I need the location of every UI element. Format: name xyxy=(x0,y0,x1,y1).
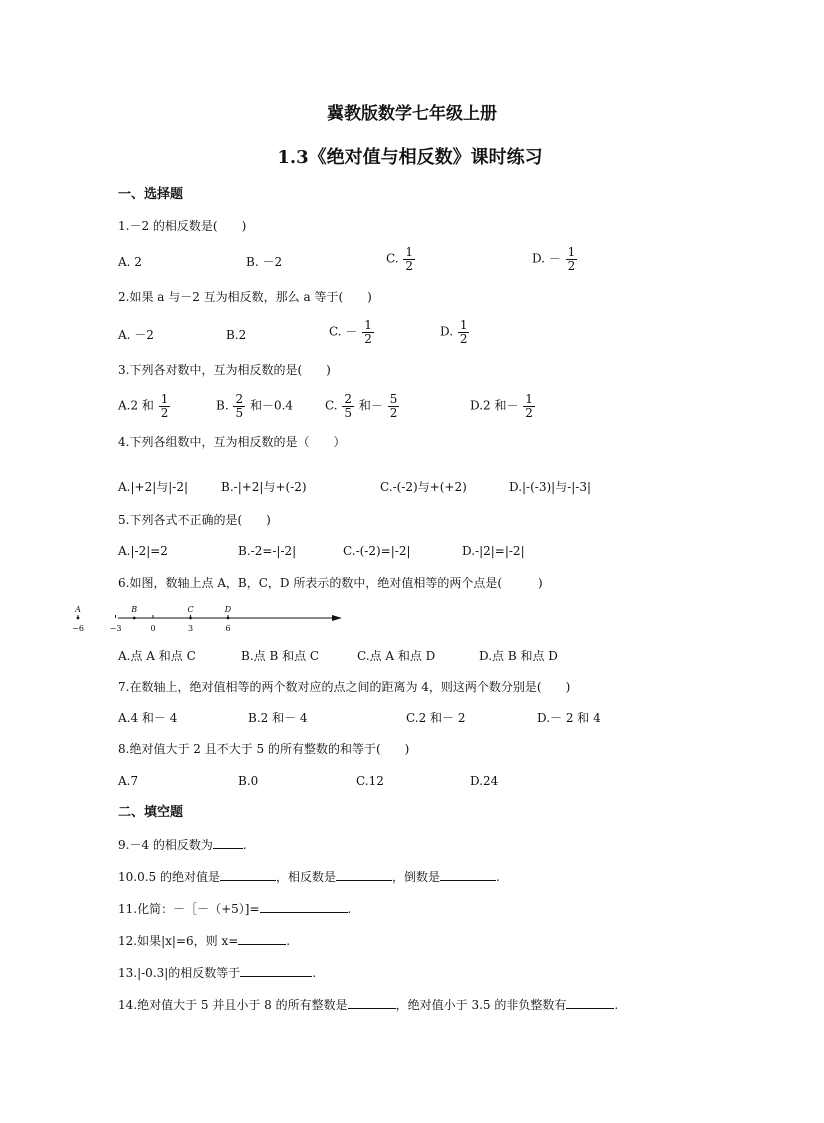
fraction xyxy=(566,246,578,272)
question-5-option-c: C.-(-2)=|-2| xyxy=(343,544,411,558)
question-8-option-a: A.7 xyxy=(118,774,139,788)
question-2-option-b: B.2 xyxy=(226,328,247,342)
option-label: D. － xyxy=(532,251,561,266)
number-line-point-a xyxy=(77,617,80,620)
number-line-point-label: D xyxy=(224,605,232,614)
question-4-option-a: A.|+2|与|-2| xyxy=(118,480,189,494)
question-text: 14.绝对值大于 5 并且小于 8 的所有整数是 xyxy=(118,998,348,1012)
fraction-numerator: 2 xyxy=(344,392,353,406)
page-subtitle: 1.3《绝对值与相反数》课时练习 xyxy=(277,147,543,168)
question-4-option-b: B.-|+2|与+(-2) xyxy=(221,480,307,494)
question-text: 10.0.5 的绝对值是 xyxy=(118,870,220,884)
question-6-option-b: B.点 B 和点 C xyxy=(241,649,320,663)
question-7-option-b: B.2 和－ 4 xyxy=(248,711,308,725)
number-line-point-c xyxy=(189,617,192,620)
fraction-denominator: 2 xyxy=(160,405,169,420)
question-11 xyxy=(118,902,351,915)
number-line-tick-label: 0 xyxy=(150,624,156,633)
question-8-option-b: B.0 xyxy=(238,774,259,788)
question-5-stem: 5.下列各式不正确的是( ) xyxy=(118,513,271,527)
question-10 xyxy=(118,870,500,883)
question-7-option-d: D.－ 2 和 4 xyxy=(537,711,601,725)
question-2-stem: 2.如果 a 与－2 互为相反数，那么 a 等于( ) xyxy=(118,290,372,304)
fraction-numerator: 1 xyxy=(160,392,169,406)
fraction-denominator: 5 xyxy=(235,405,244,420)
answer-blank[interactable] xyxy=(260,902,348,913)
number-line-arrow xyxy=(332,615,342,621)
question-3-option-b xyxy=(216,393,293,419)
fraction xyxy=(159,393,171,419)
fraction-numerator: 2 xyxy=(235,392,244,406)
fraction-denominator: 2 xyxy=(459,331,468,346)
answer-blank[interactable] xyxy=(213,838,243,849)
answer-blank[interactable] xyxy=(348,998,396,1009)
fraction-denominator: 2 xyxy=(389,405,398,420)
fraction xyxy=(233,393,245,419)
option-label: A.2 和 xyxy=(118,398,154,413)
question-5-option-a: A.|-2|=2 xyxy=(118,544,168,558)
question-1-option-b: B. －2 xyxy=(246,255,283,269)
fraction-denominator: 5 xyxy=(344,405,353,420)
question-1-option-d xyxy=(532,246,578,272)
question-7-option-a: A.4 和－ 4 xyxy=(118,711,178,725)
question-9 xyxy=(118,838,247,851)
fraction xyxy=(403,246,415,272)
fraction-numerator: 1 xyxy=(525,392,533,406)
number-line-point-b xyxy=(133,617,136,620)
option-label: C. xyxy=(386,251,399,266)
fraction-numerator: 1 xyxy=(567,245,576,259)
fraction xyxy=(523,393,535,419)
number-line-tick-label: 3 xyxy=(187,624,194,633)
question-text: . xyxy=(312,966,317,980)
question-2-option-a: A. －2 xyxy=(118,328,154,342)
number-line xyxy=(72,604,342,634)
question-13 xyxy=(118,966,316,979)
question-7-stem: 7.在数轴上，绝对值相等的两个数对应的点之间的距离为 4，则这两个数分别是( ) xyxy=(118,680,571,694)
fraction-denominator: 2 xyxy=(364,331,372,346)
fraction-denominator: 2 xyxy=(405,258,414,273)
question-text: . xyxy=(286,934,291,948)
question-6-option-a: A.点 A 和点 C xyxy=(118,649,196,663)
question-text: 11.化简：－［－（+5）]= xyxy=(118,902,260,916)
page-title: 冀教版数学七年级上册 xyxy=(327,104,497,124)
question-text: 12.如果|x|=6，则 x= xyxy=(118,934,239,948)
fraction-numerator: 5 xyxy=(389,392,398,406)
question-8-option-d: D.24 xyxy=(470,774,499,788)
answer-blank[interactable] xyxy=(220,870,276,881)
question-text: . xyxy=(496,870,500,884)
answer-blank[interactable] xyxy=(238,934,286,945)
question-text: 13.|-0.3|的相反数等于 xyxy=(118,966,241,980)
section-heading-fill: 二、填空题 xyxy=(118,805,184,820)
question-3-option-a xyxy=(118,393,171,419)
fraction-denominator: 2 xyxy=(525,405,533,420)
question-8-stem: 8.绝对值大于 2 且不大于 5 的所有整数的和等于( ) xyxy=(118,742,410,756)
question-text: ，绝对值小于 3.5 的非负整数有 xyxy=(395,998,567,1012)
section-heading-choice: 一、选择题 xyxy=(118,187,184,202)
question-text: . xyxy=(347,902,352,916)
question-12 xyxy=(118,934,290,947)
number-line-tick-label: −6 xyxy=(72,624,84,633)
fraction-numerator: 1 xyxy=(405,245,414,259)
option-label: D.2 和－ xyxy=(470,398,519,413)
answer-blank[interactable] xyxy=(240,966,312,977)
number-line-point-label: B xyxy=(131,605,138,614)
question-4-option-d: D.|-(-3)|与-|-3| xyxy=(509,480,592,494)
fraction-numerator: 1 xyxy=(364,318,372,332)
question-text: ，倒数是 xyxy=(392,870,441,884)
option-label: B. xyxy=(216,398,229,413)
question-6-option-c: C.点 A 和点 D xyxy=(357,649,436,663)
fraction xyxy=(342,393,354,419)
question-5-option-b: B.-2=-|-2| xyxy=(238,544,297,558)
question-5-option-d: D.-|2|=|-2| xyxy=(462,544,525,558)
answer-blank[interactable] xyxy=(336,870,392,881)
fraction-denominator: 2 xyxy=(567,258,576,273)
option-label: C. － xyxy=(329,324,358,339)
question-1-option-a: A. 2 xyxy=(118,255,142,269)
number-line-tick-label: −3 xyxy=(109,624,122,633)
question-6-stem: 6.如图，数轴上点 A，B，C，D 所表示的数中，绝对值相等的两个点是( ) xyxy=(118,576,543,590)
question-text: . xyxy=(242,838,247,852)
question-text: ，相反数是 xyxy=(275,870,336,884)
question-4-stem: 4.下列各组数中，互为相反数的是（ ） xyxy=(118,435,346,449)
question-3-option-d xyxy=(470,393,536,419)
option-label: C. xyxy=(325,398,338,413)
question-1-option-c xyxy=(386,246,416,272)
question-8-option-c: C.12 xyxy=(356,774,384,788)
number-line-point-label: C xyxy=(187,605,194,614)
question-text: . xyxy=(614,998,619,1012)
option-label: D. xyxy=(440,324,454,339)
question-2-option-d xyxy=(440,319,470,345)
question-3-option-c xyxy=(325,393,400,419)
number-line-tick-label: 6 xyxy=(225,624,231,633)
question-text: 9.－4 的相反数为 xyxy=(118,838,213,852)
answer-blank[interactable] xyxy=(566,998,614,1009)
fraction xyxy=(388,393,400,419)
question-4-option-c: C.-(-2)与+(+2) xyxy=(380,480,467,494)
fraction xyxy=(458,319,470,345)
number-line-point-d xyxy=(227,617,230,620)
question-6-option-d: D.点 B 和点 D xyxy=(479,649,558,663)
number-line-point-label: A xyxy=(75,605,81,614)
answer-blank[interactable] xyxy=(440,870,496,881)
option-text: 和－0.4 xyxy=(249,398,294,413)
question-7-option-c: C.2 和－ 2 xyxy=(406,711,466,725)
question-1-stem: 1.－2 的相反数是( ) xyxy=(118,219,247,233)
option-text: 和－ xyxy=(358,398,383,413)
question-14 xyxy=(118,998,618,1011)
fraction xyxy=(362,319,374,345)
fraction-numerator: 1 xyxy=(459,318,468,332)
question-2-option-c xyxy=(329,319,375,345)
question-3-stem: 3.下列各对数中，互为相反数的是( ) xyxy=(118,363,331,377)
